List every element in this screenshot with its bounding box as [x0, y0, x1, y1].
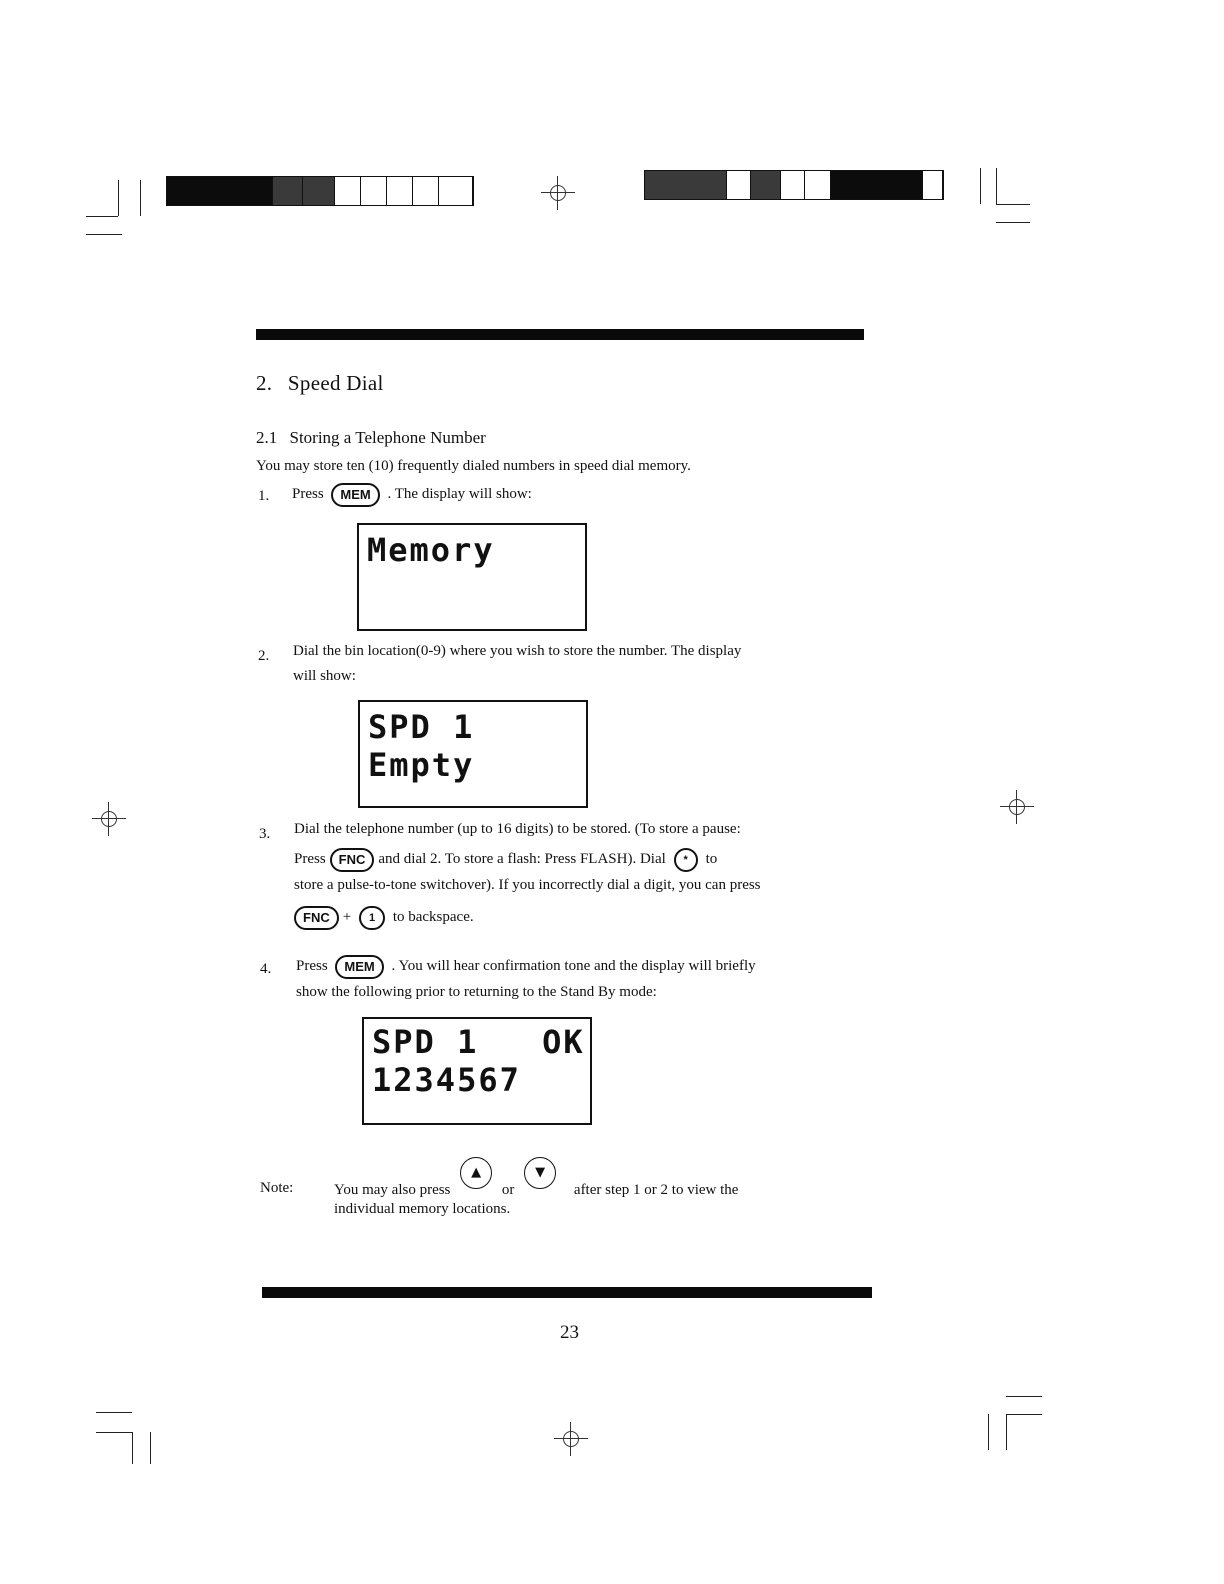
star-tone-key-icon: *: [674, 848, 698, 872]
step-4-line-2: show the following prior to returning to the Stand By mode:: [296, 984, 657, 1000]
step-3-backspace: to backspace.: [392, 909, 474, 925]
registration-mark: [92, 802, 126, 836]
crop-mark: [1006, 1396, 1042, 1397]
step-4-line-1: [296, 953, 756, 979]
crop-mark: [118, 180, 119, 216]
step-3-line-2: [294, 846, 717, 872]
step-4-pre: Press: [296, 958, 328, 974]
step-1-number: 1.: [258, 488, 270, 504]
crop-mark: [1006, 1414, 1042, 1415]
step-4-post: . You will hear confirmation tone and the display will briefly: [391, 958, 756, 974]
lcd-line-2: Empty: [368, 746, 475, 784]
one-key-icon: 1: [359, 906, 385, 930]
crop-mark: [86, 216, 118, 217]
step-3-press: Press: [294, 851, 326, 867]
fnc-key-icon: FNC: [330, 848, 375, 872]
crop-mark: [140, 180, 141, 216]
section-title: Speed Dial: [287, 371, 384, 395]
up-arrow-icon: ▲: [460, 1157, 492, 1189]
step-2-number: 2.: [258, 648, 270, 664]
section-heading: [256, 371, 384, 396]
crop-mark: [980, 168, 981, 204]
mem-key-icon: MEM: [331, 483, 379, 507]
step-3-to: to: [705, 851, 718, 867]
intro-text: You may store ten (10) frequently dialed numbers in speed dial memory.: [256, 458, 691, 474]
crop-mark: [996, 204, 1030, 205]
subsection-title: Storing a Telephone Number: [289, 428, 486, 447]
lcd-line-1: SPD 1: [368, 708, 475, 746]
note-label: Note:: [260, 1180, 294, 1196]
down-arrow-icon: ▼: [524, 1157, 556, 1189]
lcd-display-memory: [357, 523, 587, 631]
step-3-line-4: [294, 904, 474, 930]
lcd-line-1: Memory: [367, 531, 495, 569]
step-4-number: 4.: [260, 961, 272, 977]
subsection-heading: [256, 428, 486, 448]
top-rule: [256, 329, 864, 340]
step-1-pre: Press: [292, 486, 324, 502]
section-number: 2.: [256, 371, 273, 395]
note-pre: You may also press: [334, 1182, 451, 1198]
mem-key-icon: MEM: [335, 955, 383, 979]
crop-mark: [132, 1432, 133, 1464]
step-3-mid: and dial 2. To store a flash: Press FLASH). Dial: [378, 851, 666, 867]
lcd-display-spd-empty: [358, 700, 588, 808]
registration-mark: [554, 1422, 588, 1456]
registration-mark: [541, 176, 575, 210]
registration-mark: [1000, 790, 1034, 824]
crop-mark: [96, 1412, 132, 1413]
lcd-line-2: 1234567: [372, 1061, 521, 1099]
lcd-display-spd-ok: [362, 1017, 592, 1125]
crop-mark: [1006, 1414, 1007, 1450]
step-2-line-1: Dial the bin location(0-9) where you wish to store the number. The display: [293, 643, 742, 659]
note-or: or: [501, 1182, 515, 1198]
note-post: after step 1 or 2 to view the: [573, 1182, 739, 1198]
step-3-number: 3.: [259, 826, 271, 842]
bottom-rule: [262, 1287, 872, 1298]
step-2-line-2: will show:: [293, 668, 356, 684]
crop-mark: [96, 1432, 132, 1433]
lcd-line-1: SPD 1 OK: [372, 1023, 585, 1061]
plus-sign: +: [342, 909, 352, 925]
crop-mark: [150, 1432, 151, 1464]
page-number: 23: [560, 1322, 579, 1343]
fnc-key-icon: FNC: [294, 906, 339, 930]
crop-mark: [996, 222, 1030, 223]
note-line-2: individual memory locations.: [334, 1201, 511, 1217]
crop-mark: [996, 168, 997, 204]
color-bar-right: [644, 170, 944, 200]
crop-mark: [988, 1414, 989, 1450]
step-1-post: . The display will show:: [387, 486, 532, 502]
color-bar-left: [166, 176, 474, 206]
subsection-number: 2.1: [256, 428, 278, 447]
step-3-line-3: store a pulse-to-tone switchover). If you incorrectly dial a digit, you can press: [294, 877, 761, 893]
step-1-text: [292, 481, 532, 507]
crop-mark: [86, 234, 122, 235]
step-3-line-1: Dial the telephone number (up to 16 digits) to be stored. (To store a pause:: [294, 821, 741, 837]
